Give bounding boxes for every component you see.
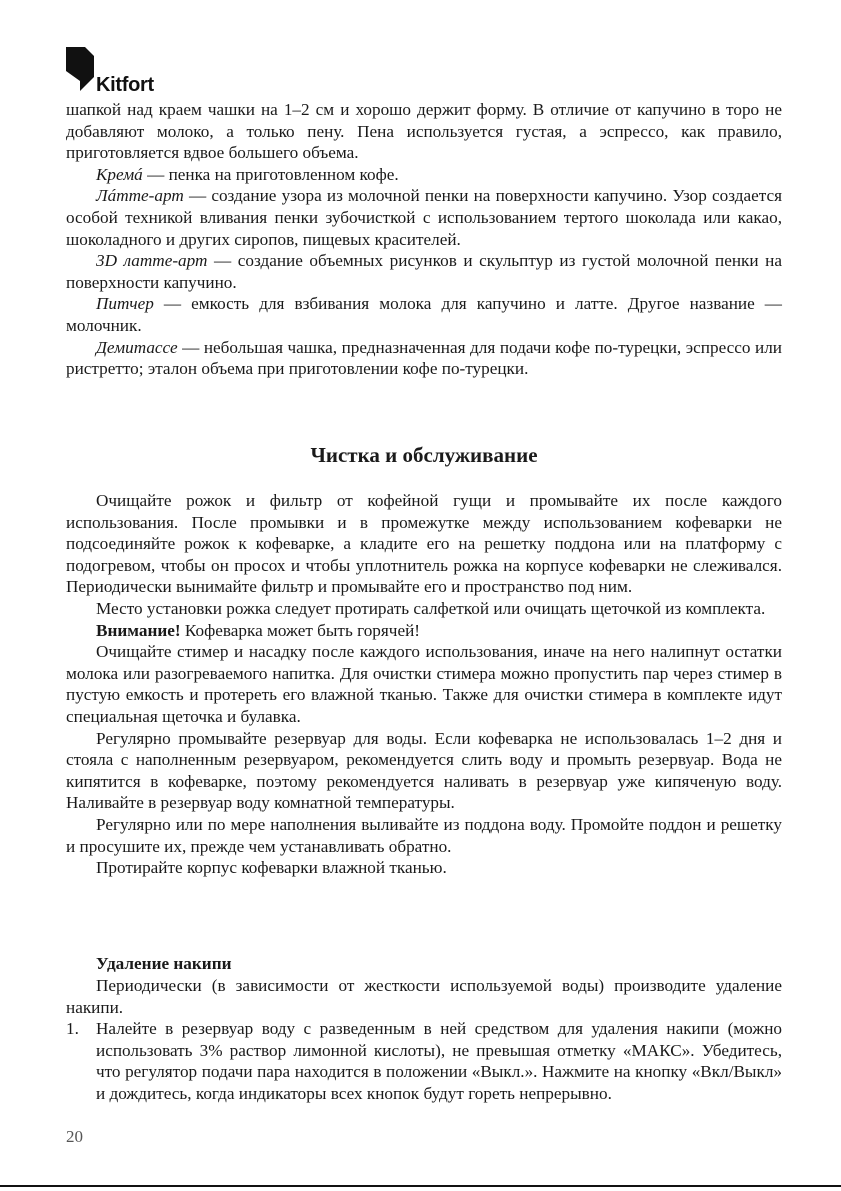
glossary-item-pitcher [66, 293, 782, 336]
cleaning-paragraph: Регулярно промывайте резервуар для воды. Если кофеварка не использовалась 1–2 дня и стояла с наполненным резервуаром, рекомендуется слить воду и промыть резервуар. Вода не кипятится в кофеварке, поэтому рекомендуется наливать в резервуар уже кипяченую воду. Наливайте в резервуар воду комнатной температуры. [66, 728, 782, 813]
descaling-paragraph: Периодически (в зависимости от жесткости используемой воды) производите удаление накипи. [66, 976, 782, 1017]
cleaning-paragraph: Очищайте стимер и насадку после каждого использования, иначе на него налипнут остатки молока или разогреваемого напитка. Для очистки стимера можно пропустить пар через стимер в пустую емкость и протереть его влажной тканью. Также для очистки стимера в комплекте идут специальная щеточка и булавка. [66, 642, 782, 726]
glossary-item-latte-art [66, 185, 782, 250]
subsection-title-descaling: Удаление накипи [96, 954, 232, 973]
list-item [66, 1018, 782, 1104]
kitfort-shield-icon [66, 47, 94, 91]
brand-logo [66, 47, 186, 99]
cleaning-paragraph: Регулярно или по мере наполнения выливайте из поддона воду. Промойте поддон и решетку и просушите их, прежде чем устанавливать обратно. [66, 814, 782, 856]
warning-label: Внимание! [96, 620, 181, 640]
definition-demitasse: — небольшая чашка, предназначенная для подачи кофе по-турецки, эспрессо или ристретто; эталон объема при приготовлении кофе по-турецки. [66, 337, 782, 379]
term-demitasse: Демитассе [96, 337, 178, 357]
warning-text: Кофеварка может быть горячей! [180, 620, 420, 640]
cleaning-paragraph: Очищайте рожок и фильтр от кофейной гущи и промывайте их после каждого использования. После промывки и в промежутке между использованием кофеварки не подсоединяйте рожок к кофеварке, а кладите его на решетку поддона или на платформу с подогревом, чтобы он просох и чтобы уплотнитель рожка на корпусе кофеварки не слеживался. Периодически вынимайте фильтр и промывайте его и пространство под ним. [66, 491, 782, 597]
glossary-item-crema [66, 164, 782, 186]
warning-paragraph [66, 620, 782, 642]
glossary-item-demitasse [66, 337, 782, 380]
descaling-intro [66, 975, 782, 1018]
definition-3d-latte-art: — создание объемных рисунков и скульптур из густой молочной пенки на поверхности капучино. [66, 251, 783, 292]
term-pitcher: Питчер [96, 294, 154, 314]
cleaning-paragraph: Протирайте корпус кофеварки влажной тканью. [96, 858, 447, 878]
brand-name: Kitfort [96, 74, 154, 96]
definition-crema: — пенка на приготовленном кофе. [142, 164, 399, 184]
page-number: 20 [66, 1127, 83, 1146]
step-text: Налейте в резервуар воду с разведенным в ней средством для удаления накипи (можно использовать 3% раствор лимонной кислоты), не превышая отметку «МАКС». Убедитесь, что регулятор подачи пара находится в положении «Выкл.». Нажмите на кнопку «Вкл/Выкл» и дождитесь, когда индикаторы всех кнопок будут гореть непрерывно. [96, 1019, 782, 1103]
section-title-cleaning: Чистка и обслуживание [310, 443, 538, 467]
definition-pitcher: — емкость для взбивания молока для капучино и латте. Другое название — молочник. [66, 294, 782, 335]
intro-paragraph: шапкой над краем чашки на 1–2 см и хорошо держит форму. В отличие от капучино в торо не добавляют молоко, а только пену. Пена используется густая, а эспрессо, как правило, приготовляется вдвое большего объема. [66, 100, 782, 163]
term-crema: Кремá [96, 164, 143, 184]
intro-glossary [66, 99, 782, 380]
cleaning-paragraph: Место установки рожка следует протирать салфеткой или очищать щеточкой из комплекта. [96, 598, 766, 618]
term-3d-latte-art: 3D латте-арт [96, 251, 208, 271]
glossary-item-3d-latte-art [66, 250, 782, 293]
term-latte-art: Лáтте-арт [96, 186, 184, 206]
bottom-divider [0, 1185, 841, 1187]
descaling-steps-list [66, 1018, 782, 1104]
definition-latte-art: — создание узора из молочной пенки на поверхности капучино. Узор создается особой техникой вливания пенки зубочисткой с использованием тертого шоколада или какао, шоколадного и других сиропов, пищевых красителей. [66, 186, 782, 249]
step-number: 1. [66, 1019, 79, 1038]
cleaning-section [66, 490, 782, 879]
